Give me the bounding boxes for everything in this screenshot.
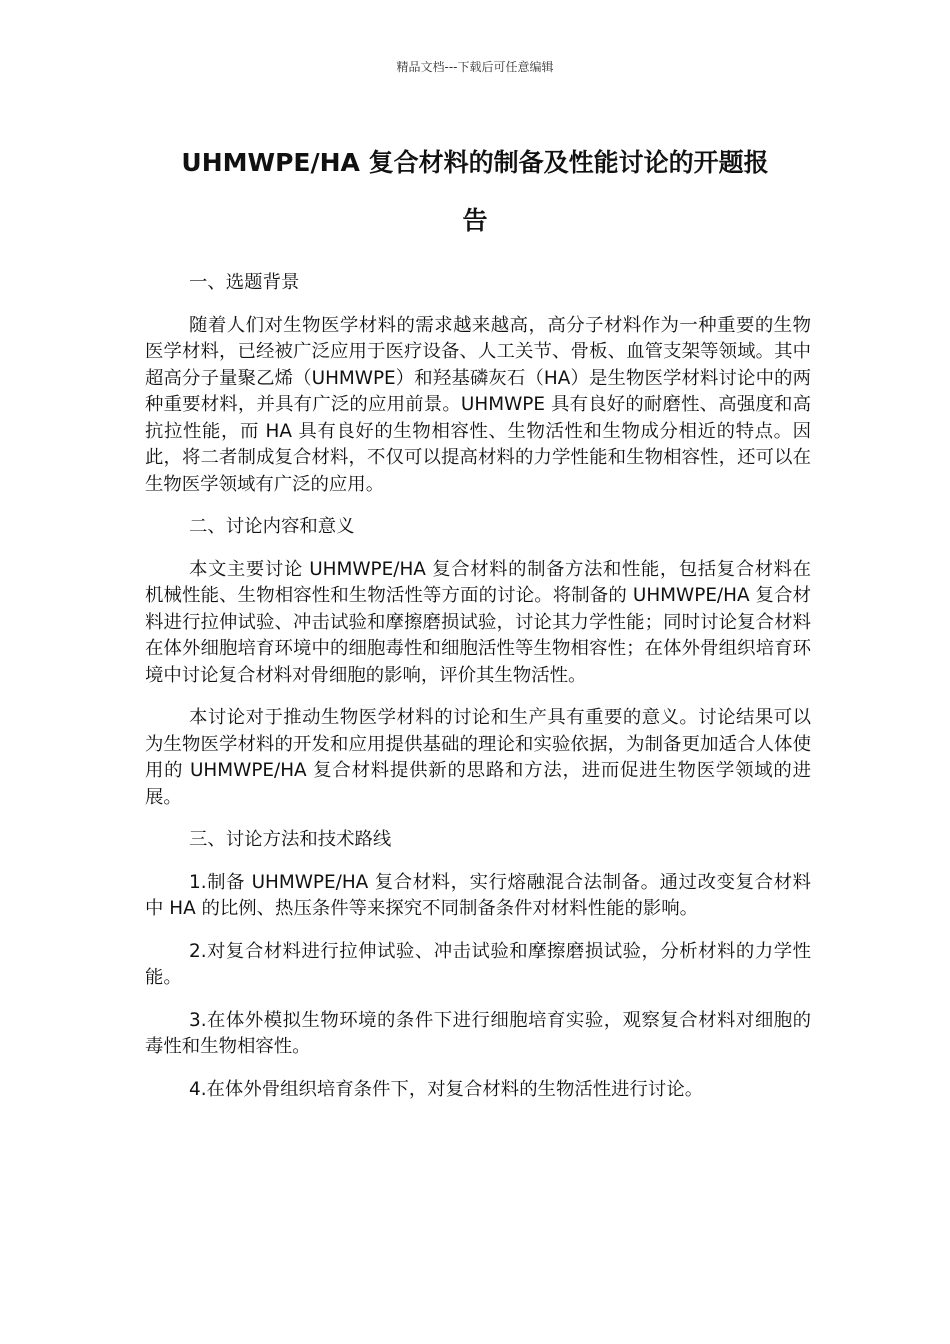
- paragraph-background: 随着人们对生物医学材料的需求越来越高，高分子材料作为一种重要的生物医学材料，已经被广泛应用于医疗设备、人工关节、骨板、血管支架等领域。其中超高分子量聚乙烯（UHMWPE）和羟基磷灰石（HA）是生物医学材料讨论中的两种重要材料，并具有广泛的应用前景。UHMWPE 具有良好的耐磨性、高强度和高抗拉性能，而 HA 具有良好的生物相容性、生物活性和生物成分相近的特点。因此，将二者制成复合材料，不仅可以提高材料的力学性能和生物相容性，还可以在生物医学领域有广泛的应用。: [145, 314, 811, 495]
- title-line-2: 告: [462, 206, 488, 235]
- method-item-1: 1.制备 UHMWPE/HA 复合材料，实行熔融混合法制备。通过改变复合材料中 HA 的比例、热压条件等来探究不同制备条件对材料性能的影响。: [145, 871, 811, 919]
- paragraph-content: 本文主要讨论 UHMWPE/HA 复合材料的制备方法和性能，包括复合材料在机械性能、生物相容性和生物活性等方面的讨论。将制备的 UHMWPE/HA 复合材料进行拉伸试验、冲击试验和摩擦磨损试验，讨论其力学性能；同时讨论复合材料在体外细胞培育环境中的细胞毒性和细胞活性等生物相容性；在体外骨组织培育环境中讨论复合材料对骨细胞的影响，评价其生物活性。: [145, 558, 811, 686]
- method-item-4: 4.在体外骨组织培育条件下，对复合材料的生物活性进行讨论。: [189, 1078, 704, 1100]
- page-header: 精品文档---下载后可任意编辑: [396, 60, 554, 74]
- document-title: [145, 134, 805, 250]
- section-heading-content: 二、讨论内容和意义: [189, 516, 355, 537]
- method-item-3: 3.在体外模拟生物环境的条件下进行细胞培育实验，观察复合材料对细胞的毒性和生物相容性。: [145, 1009, 811, 1057]
- title-line-1: UHMWPE/HA 复合材料的制备及性能讨论的开题报: [181, 148, 769, 177]
- paragraph-significance: 本讨论对于推动生物医学材料的讨论和生产具有重要的意义。讨论结果可以为生物医学材料的开发和应用提供基础的理论和实验依据，为制备更加适合人体使用的 UHMWPE/HA 复合材料提供新的思路和方法，进而促进生物医学领域的进展。: [145, 707, 811, 808]
- document-body: [145, 270, 811, 1119]
- method-item-2: 2.对复合材料进行拉伸试验、冲击试验和摩擦磨损试验，分析材料的力学性能。: [145, 940, 811, 988]
- section-heading-methods: 三、讨论方法和技术路线: [189, 829, 392, 850]
- section-heading-background: 一、选题背景: [189, 272, 300, 293]
